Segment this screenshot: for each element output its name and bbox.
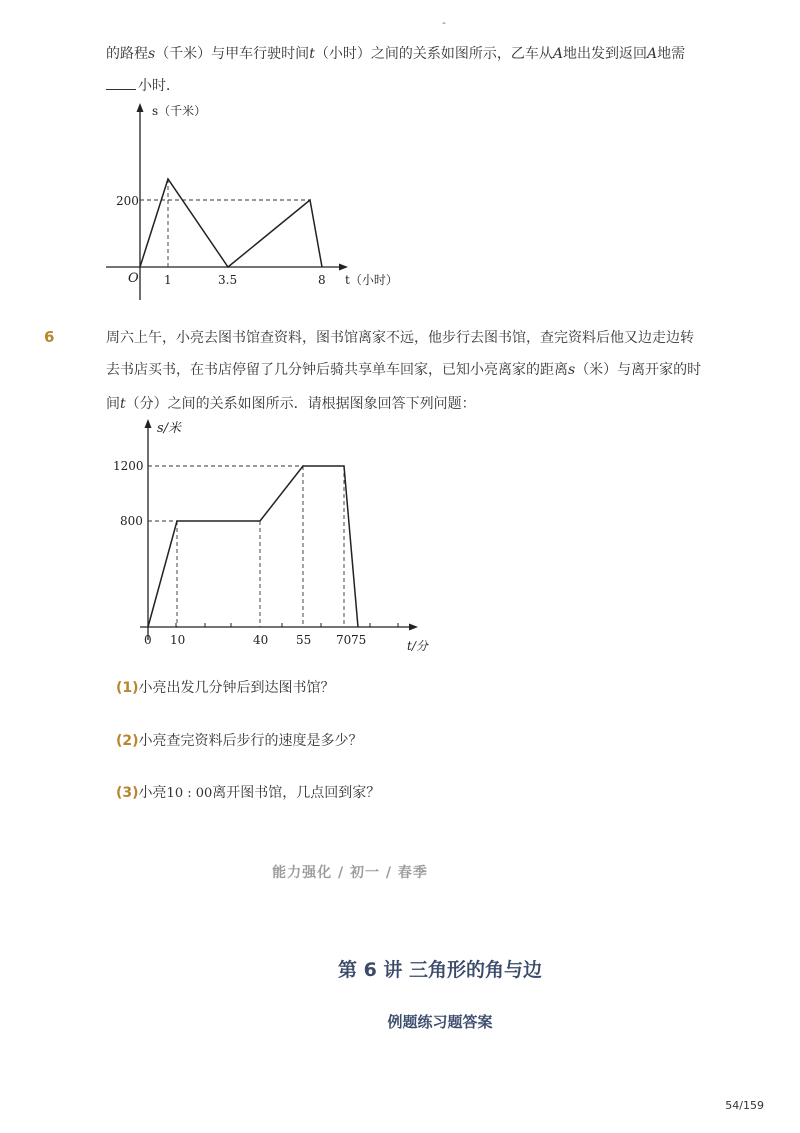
p6-text-c: 间	[106, 396, 120, 412]
p5-var-s: s	[148, 46, 156, 62]
question-3-text-a: 小亮	[138, 785, 167, 801]
problem6-line3	[106, 394, 476, 414]
problem6-line2	[106, 360, 701, 380]
g2-x-tick-55: 55	[296, 633, 312, 647]
graph-distance-xiaoliang	[100, 415, 445, 660]
question-2-number: (2)	[116, 733, 139, 749]
p6-text-a: 去书店买书，在书店停留了几分钟后骑共享单车回家，已知小亮离家的距离	[106, 362, 568, 378]
p5-text-b: （千米）与甲车行驶时间	[155, 46, 310, 62]
question-1-number: (1)	[116, 680, 139, 696]
g2-x-tick-10: 10	[170, 633, 186, 647]
g1-line	[140, 179, 322, 267]
g1-y-arrow	[137, 103, 144, 112]
p5-text-e: 地需	[657, 46, 686, 62]
g2-x-label: t/分	[407, 639, 428, 653]
p5-var-A2: A	[646, 46, 658, 62]
p6-text-b: （米）与离开家的时	[575, 362, 702, 378]
g1-y-tick-200: 200	[116, 194, 139, 208]
p5-var-A1: A	[552, 46, 563, 62]
graph-distance-car	[100, 100, 410, 305]
g1-x-label: t（小时）	[345, 273, 398, 287]
question-1	[116, 678, 335, 698]
p5-var-t: t	[309, 46, 315, 62]
question-2-text: 小亮查完资料后步行的速度是多少？	[138, 733, 363, 749]
g2-origin: 0	[144, 633, 152, 647]
chapter-title: 第 6 讲 三角形的角与边	[337, 959, 543, 981]
g2-y-arrow	[145, 419, 152, 428]
p5-text-a: 的路程	[106, 46, 148, 62]
problem5-line2	[106, 76, 180, 96]
g1-origin: O	[128, 271, 139, 286]
answer-blank[interactable]	[106, 76, 136, 90]
g1-x-tick-1: 1	[164, 273, 172, 287]
g1-x-tick-8: 8	[318, 273, 326, 287]
header-mark: -	[442, 16, 446, 29]
g1-y-label: s（千米）	[152, 104, 207, 118]
g2-x-tick-40: 40	[253, 633, 269, 647]
course-footer: 能力强化 / 初一 / 春季	[272, 865, 428, 881]
p6-text-d: （分）之间的关系如图所示．请根据图象回答下列问题：	[125, 396, 476, 412]
chapter-subtitle: 例题练习题答案	[387, 1013, 493, 1031]
g2-y-tick-1200: 1200	[113, 459, 144, 473]
question-3-text-b: 离开图书馆，几点回到家？	[212, 785, 381, 801]
p6-var-s: s	[568, 362, 576, 378]
g2-line	[148, 466, 358, 627]
question-3-number: (3)	[116, 785, 139, 801]
question-2	[116, 731, 363, 751]
page-number: 54/159	[725, 1099, 764, 1112]
g1-x-tick-3-5: 3.5	[218, 273, 238, 287]
question-3	[116, 783, 380, 804]
p6-var-t: t	[120, 396, 126, 412]
problem5-line1	[106, 44, 685, 64]
g2-y-label: s/米	[157, 421, 182, 436]
g2-x-arrow	[409, 624, 418, 631]
g2-x-tick-75: 75	[351, 633, 367, 647]
p5-line2-text: 小时．	[138, 78, 180, 94]
p5-text-c: （小时）之间的关系如图所示，乙车从	[314, 46, 553, 62]
g2-x-tick-70: 70	[336, 633, 352, 647]
g2-y-tick-800: 800	[120, 514, 143, 528]
p5-text-d: 地出发到返回	[562, 46, 647, 62]
problem6-line1: 周六上午，小亮去图书馆查资料，图书馆离家不远，他步行去图书馆，查完资料后他又边走边转	[106, 330, 694, 346]
problem6-number: 6	[44, 328, 55, 346]
question-1-text: 小亮出发几分钟后到达图书馆？	[138, 680, 335, 696]
g1-x-arrow	[339, 264, 348, 271]
question-3-time: 10 : 00	[166, 786, 213, 801]
